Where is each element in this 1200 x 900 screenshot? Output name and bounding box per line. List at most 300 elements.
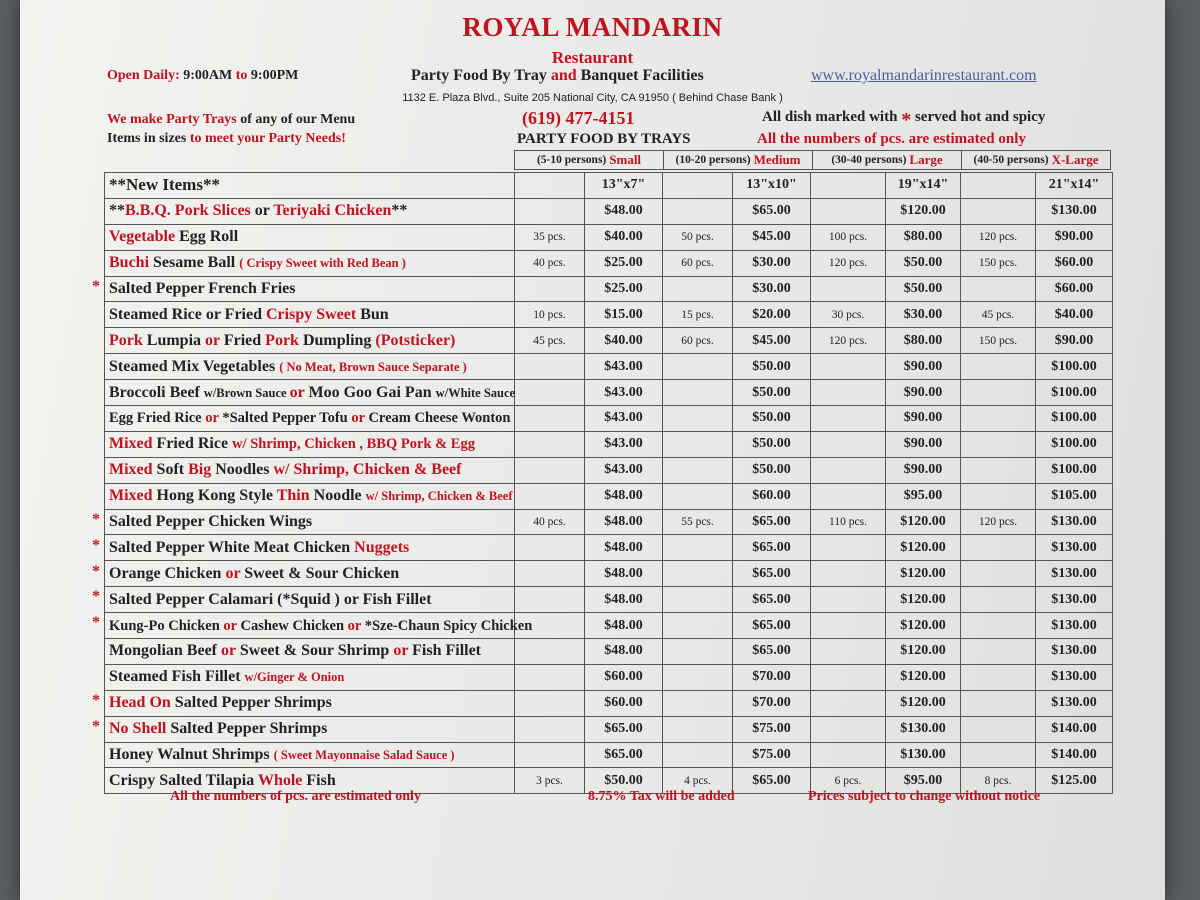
size-header-2: [812, 150, 961, 170]
footer-estimate: All the numbers of pcs. are estimated only: [170, 789, 421, 804]
pieces-cell: 40 pcs.: [515, 509, 585, 535]
dish-name-part: Buchi: [109, 254, 150, 272]
pieces-cell: [663, 483, 733, 509]
pieces-cell: 15 pcs.: [663, 302, 733, 328]
pieces-cell: 30 pcs.: [811, 302, 886, 328]
pieces-cell: [515, 354, 585, 380]
pieces-cell: [811, 198, 886, 224]
dish-name-part: Teriyaki Chicken: [273, 202, 392, 220]
menu-row: [105, 173, 1113, 199]
size-header-1: [663, 150, 812, 170]
pieces-cell: [961, 276, 1036, 302]
pieces-cell: [811, 431, 886, 457]
spicy-star-icon: *: [92, 717, 100, 735]
pieces-cell: [515, 276, 585, 302]
pieces-cell: [663, 457, 733, 483]
pieces-cell: [811, 354, 886, 380]
price-cell: $80.00: [886, 328, 961, 354]
price-cell: $120.00: [886, 639, 961, 665]
menu-row: [105, 639, 1113, 665]
phone-number: (619) 477-4151: [522, 108, 635, 128]
dish-name-part: Mongolian Beef: [109, 642, 221, 660]
dish-name-part: Bun: [356, 305, 389, 323]
party-trays-note-2b: to meet your Party Needs!: [189, 131, 346, 146]
hours-label: Open Daily:: [107, 68, 184, 83]
pieces-cell: [961, 457, 1036, 483]
spicy-star-icon: *: [92, 277, 100, 295]
pieces-cell: [663, 716, 733, 742]
price-cell: $90.00: [1036, 224, 1113, 250]
price-cell: $25.00: [585, 276, 663, 302]
pieces-cell: 8 pcs.: [961, 768, 1036, 794]
dish-name-part: Lumpia: [142, 331, 206, 349]
menu-row: [105, 380, 1113, 406]
pieces-cell: [663, 198, 733, 224]
footer-prices: Prices subject to change without notice: [808, 789, 1041, 804]
pieces-cell: [811, 587, 886, 613]
website-link[interactable]: www.royalmandarinrestaurant.com: [811, 67, 1037, 84]
price-cell: $65.00: [733, 587, 811, 613]
size-label: X-Large: [1051, 152, 1099, 167]
price-cell: $60.00: [733, 483, 811, 509]
pieces-cell: [515, 716, 585, 742]
price-cell: $90.00: [886, 380, 961, 406]
pieces-cell: [515, 561, 585, 587]
dish-name-part: Dumpling: [298, 331, 376, 349]
menu-row: [105, 354, 1113, 380]
pieces-cell: [515, 690, 585, 716]
price-cell: $65.00: [733, 198, 811, 224]
dish-name-part: Honey Walnut Shrimps: [109, 746, 274, 764]
price-cell: $130.00: [1036, 690, 1113, 716]
menu-row: [105, 328, 1113, 354]
dish-name: [105, 250, 515, 276]
dish-name-part: or: [351, 410, 365, 427]
footer-tax: 8.75% Tax will be added: [588, 789, 735, 804]
price-cell: $48.00: [585, 561, 663, 587]
price-cell: $40.00: [585, 328, 663, 354]
price-cell: $130.00: [1036, 198, 1113, 224]
party-tagline-b: Banquet Facilities: [576, 67, 704, 84]
dish-name-part: Salted Pepper White Meat Chicken: [109, 538, 355, 556]
price-cell: $48.00: [585, 509, 663, 535]
party-trays-note-1b: of any of our Menu: [240, 112, 356, 127]
price-cell: $120.00: [886, 664, 961, 690]
dish-name: [105, 224, 515, 250]
dish-name-part: Steamed Rice or Fried: [109, 305, 266, 323]
price-cell: $60.00: [1036, 276, 1113, 302]
dish-name: [105, 716, 515, 742]
dish-name-part: Hong Kong Style: [152, 487, 277, 505]
price-cell: $45.00: [733, 328, 811, 354]
size-persons: (30-40 persons): [831, 154, 907, 166]
dish-name-part: w/ Shrimp, Chicken , BBQ Pork & Egg: [232, 436, 475, 453]
menu-row: [105, 535, 1113, 561]
pieces-cell: [663, 535, 733, 561]
price-cell: $50.00: [733, 457, 811, 483]
price-cell: $130.00: [1036, 535, 1113, 561]
pieces-cell: [663, 380, 733, 406]
price-cell: $120.00: [886, 561, 961, 587]
dish-name-part: Salted Pepper Shrimps: [170, 694, 332, 712]
dish-name-part: No Shell: [109, 720, 167, 738]
pieces-cell: 60 pcs.: [663, 250, 733, 276]
dish-name-part: Salted Pepper Chicken Wings: [109, 513, 313, 531]
dish-name-part: Sweet & Sour Shrimp: [235, 642, 394, 660]
dish-name-part: Mixed: [109, 435, 153, 453]
dish-name-part: or: [393, 642, 409, 660]
pieces-cell: 120 pcs.: [811, 250, 886, 276]
pieces-cell: [961, 380, 1036, 406]
dish-name-part: Egg Fried Rice: [109, 410, 206, 427]
size-label: Small: [609, 152, 642, 167]
price-cell: $30.00: [733, 276, 811, 302]
pieces-cell: [961, 406, 1036, 432]
pieces-cell: [961, 742, 1036, 768]
price-cell: 13"x7": [585, 173, 663, 199]
menu-row: [105, 613, 1113, 639]
price-cell: $100.00: [1036, 431, 1113, 457]
dish-name: [105, 276, 515, 302]
pieces-cell: [515, 483, 585, 509]
menu-row: [105, 276, 1113, 302]
dish-name: [105, 587, 515, 613]
price-cell: $48.00: [585, 483, 663, 509]
price-cell: $40.00: [585, 224, 663, 250]
dish-name-part: ( Sweet Mayonnaise Salad Sauce ): [273, 748, 455, 763]
price-cell: $25.00: [585, 250, 663, 276]
price-cell: $100.00: [1036, 457, 1113, 483]
dish-name-part: Noodle: [309, 487, 366, 505]
pieces-cell: [515, 457, 585, 483]
dish-name: [105, 509, 515, 535]
menu-row: [105, 483, 1113, 509]
menu-row: [105, 198, 1113, 224]
dish-name-part: Steamed Mix Vegetables: [109, 357, 280, 375]
price-cell: $50.00: [733, 431, 811, 457]
price-cell: 13"x10": [733, 173, 811, 199]
price-cell: $75.00: [733, 742, 811, 768]
price-cell: $48.00: [585, 587, 663, 613]
party-trays-note-1: [107, 112, 355, 128]
price-cell: $65.00: [733, 768, 811, 794]
price-cell: $20.00: [733, 302, 811, 328]
dish-name-part: Noodles: [211, 461, 274, 479]
price-cell: $130.00: [1036, 561, 1113, 587]
dish-name: [105, 664, 515, 690]
price-cell: $130.00: [886, 742, 961, 768]
price-cell: $140.00: [1036, 742, 1113, 768]
dish-name-part: Pork: [109, 331, 143, 349]
price-cell: $43.00: [585, 457, 663, 483]
pieces-cell: [961, 690, 1036, 716]
pieces-cell: [811, 483, 886, 509]
pieces-cell: [663, 173, 733, 199]
party-trays-note-2: [107, 131, 346, 147]
spicy-legend-b: served hot and spicy: [911, 109, 1046, 125]
pieces-cell: [811, 613, 886, 639]
price-cell: $130.00: [1036, 664, 1113, 690]
price-cell: $43.00: [585, 431, 663, 457]
price-cell: $60.00: [1036, 250, 1113, 276]
spicy-star-icon: *: [92, 562, 100, 580]
dish-name-part: Fish: [302, 771, 336, 789]
pieces-cell: [515, 664, 585, 690]
dish-name: [105, 561, 515, 587]
pieces-cell: 40 pcs.: [515, 250, 585, 276]
pieces-cell: [961, 354, 1036, 380]
dish-name-part: w/ Shrimp, Chicken & Beef: [365, 489, 513, 504]
price-cell: $120.00: [886, 509, 961, 535]
pieces-cell: 45 pcs.: [961, 302, 1036, 328]
pieces-cell: 55 pcs.: [663, 509, 733, 535]
price-cell: $90.00: [886, 406, 961, 432]
spicy-legend: [762, 109, 1045, 132]
pieces-cell: [663, 561, 733, 587]
pieces-cell: [961, 535, 1036, 561]
dish-name: [105, 431, 515, 457]
price-cell: $65.00: [585, 742, 663, 768]
menu-row: [105, 690, 1113, 716]
menu-row: [105, 587, 1113, 613]
pieces-cell: [811, 639, 886, 665]
pieces-cell: [663, 742, 733, 768]
price-cell: $70.00: [733, 690, 811, 716]
dish-name-part: Salted Pepper Shrimps: [166, 720, 328, 738]
dish-name-part: Fried: [219, 331, 266, 349]
dish-name-part: Crispy Sweet: [266, 305, 357, 323]
trays-heading: PARTY FOOD BY TRAYS: [517, 131, 691, 147]
price-cell: $95.00: [886, 768, 961, 794]
price-cell: $48.00: [585, 198, 663, 224]
pieces-cell: [961, 173, 1036, 199]
spicy-star-icon: *: [92, 510, 100, 528]
party-tagline-and: and: [550, 67, 577, 84]
price-cell: $48.00: [585, 639, 663, 665]
dish-name-part: Cashew Chicken: [236, 617, 348, 634]
dish-name-part: **: [391, 202, 408, 220]
price-cell: $130.00: [1036, 639, 1113, 665]
pieces-cell: [515, 535, 585, 561]
pieces-cell: [811, 406, 886, 432]
pieces-cell: [961, 664, 1036, 690]
spicy-star-icon: *: [92, 536, 100, 554]
menu-row: [105, 716, 1113, 742]
pieces-cell: [663, 587, 733, 613]
dish-name: [105, 613, 533, 639]
size-header-row: [514, 150, 1111, 170]
pieces-cell: [811, 664, 886, 690]
price-cell: $130.00: [886, 716, 961, 742]
pieces-cell: [663, 431, 733, 457]
price-cell: $90.00: [886, 431, 961, 457]
pieces-cell: [811, 276, 886, 302]
dish-name-part: Whole: [257, 771, 303, 789]
pieces-cell: [811, 716, 886, 742]
spicy-star-icon: *: [92, 588, 100, 606]
price-cell: $125.00: [1036, 768, 1113, 794]
dish-name: [105, 535, 515, 561]
dish-name-part: w/White Sauce: [435, 385, 516, 400]
spicy-star-icon: *: [92, 692, 100, 709]
dish-name-part: Broccoli Beef: [109, 383, 204, 401]
pieces-cell: 4 pcs.: [663, 768, 733, 794]
price-cell: $140.00: [1036, 716, 1113, 742]
dish-name-part: or: [250, 202, 274, 220]
dish-name-part: Mixed: [109, 487, 153, 505]
price-cell: $90.00: [886, 457, 961, 483]
size-header-3: [961, 150, 1111, 170]
dish-name: [105, 328, 515, 354]
pieces-cell: 150 pcs.: [961, 250, 1036, 276]
price-cell: $45.00: [733, 224, 811, 250]
price-cell: $100.00: [1036, 354, 1113, 380]
pieces-cell: 6 pcs.: [811, 768, 886, 794]
dish-name-part: Orange Chicken: [109, 564, 226, 582]
price-cell: $80.00: [886, 224, 961, 250]
pieces-cell: [961, 639, 1036, 665]
pieces-cell: 60 pcs.: [663, 328, 733, 354]
menu-row: [105, 224, 1113, 250]
size-persons: (5-10 persons): [536, 154, 607, 166]
dish-name-part: w/ Shrimp, Chicken & Beef: [273, 461, 462, 479]
dish-name: [105, 690, 515, 716]
dish-name-part: Cream Cheese Wonton: [364, 410, 511, 427]
pieces-cell: [811, 380, 886, 406]
opening-hours: [107, 68, 298, 84]
price-cell: $65.00: [585, 716, 663, 742]
dish-name-part: **New Items**: [109, 175, 220, 195]
pieces-cell: [515, 431, 585, 457]
dish-name-part: Soft: [152, 461, 189, 479]
price-cell: $48.00: [585, 613, 663, 639]
dish-name-part: w/Ginger & Onion: [244, 670, 345, 685]
pieces-cell: 100 pcs.: [811, 224, 886, 250]
price-cell: $50.00: [733, 354, 811, 380]
price-cell: $43.00: [585, 406, 663, 432]
hours-to: to: [232, 68, 251, 83]
pieces-cell: [515, 639, 585, 665]
dish-name-part: Moo Goo Gai Pan: [304, 383, 436, 401]
pieces-cell: [515, 742, 585, 768]
menu-table: [104, 172, 1113, 794]
dish-name-part: ( Crispy Sweet with Red Bean ): [239, 256, 406, 271]
price-cell: $130.00: [1036, 587, 1113, 613]
pieces-cell: 35 pcs.: [515, 224, 585, 250]
pieces-cell: [663, 276, 733, 302]
dish-name-part: Thin: [276, 487, 310, 505]
menu-row: [105, 457, 1113, 483]
price-cell: $60.00: [585, 664, 663, 690]
dish-name-part: Steamed Fish Fillet: [109, 668, 245, 686]
dish-name-part: Big: [188, 461, 212, 479]
menu-row: [105, 742, 1113, 768]
restaurant-title: ROYAL MANDARIN: [462, 12, 723, 42]
pieces-cell: [811, 457, 886, 483]
menu-row: [105, 406, 1113, 432]
dish-name-part: Nuggets: [354, 538, 410, 556]
pieces-cell: [811, 561, 886, 587]
dish-name-part: Sesame Ball: [149, 254, 240, 272]
price-cell: $40.00: [1036, 302, 1113, 328]
price-cell: $50.00: [733, 406, 811, 432]
pieces-cell: [811, 742, 886, 768]
pieces-cell: [961, 483, 1036, 509]
dish-name-part: or: [221, 642, 236, 660]
dish-name-part: Pork: [265, 331, 299, 349]
pieces-cell: [663, 613, 733, 639]
dish-name-part: Kung-Po Chicken: [109, 617, 224, 634]
dish-name-part: (Potsticker): [375, 331, 456, 349]
pieces-cell: [515, 198, 585, 224]
price-cell: $65.00: [733, 639, 811, 665]
party-trays-note-1a: We make Party Trays: [107, 112, 241, 127]
restaurant-subtitle: Restaurant: [551, 48, 634, 67]
price-cell: 21"x14": [1036, 173, 1113, 199]
price-cell: $48.00: [585, 535, 663, 561]
price-cell: $90.00: [1036, 328, 1113, 354]
dish-name-part: or: [205, 410, 219, 427]
dish-name-part: *Salted Pepper Tofu: [218, 410, 352, 427]
price-cell: $70.00: [733, 664, 811, 690]
menu-row: [105, 250, 1113, 276]
pieces-cell: [663, 664, 733, 690]
dish-name-part: Egg Roll: [175, 228, 239, 246]
price-cell: $90.00: [886, 354, 961, 380]
dish-name-part: or: [223, 617, 237, 634]
hours-open: 9:00AM: [183, 68, 233, 83]
pieces-cell: [663, 406, 733, 432]
price-cell: $100.00: [1036, 406, 1113, 432]
dish-name-part: **: [109, 202, 125, 220]
size-header-0: [514, 150, 663, 170]
pieces-cell: [663, 639, 733, 665]
pieces-cell: 110 pcs.: [811, 509, 886, 535]
dish-name-part: Head On: [109, 694, 171, 712]
price-cell: $65.00: [733, 509, 811, 535]
menu-row: [105, 664, 1113, 690]
pieces-cell: [961, 561, 1036, 587]
party-trays-note-2a: Items in sizes: [107, 131, 190, 146]
pieces-cell: 120 pcs.: [961, 509, 1036, 535]
price-cell: $50.00: [886, 276, 961, 302]
spicy-legend-a: All dish marked with: [762, 109, 902, 125]
dish-name-part: or: [225, 564, 241, 582]
dish-name: [105, 198, 515, 224]
menu-row: [105, 431, 1113, 457]
price-cell: $30.00: [733, 250, 811, 276]
pieces-cell: [961, 587, 1036, 613]
price-cell: $120.00: [886, 587, 961, 613]
spicy-star-icon: *: [92, 614, 100, 632]
pieces-cell: [663, 690, 733, 716]
dish-name-part: Vegetable: [109, 228, 176, 246]
size-persons: (40-50 persons): [973, 154, 1049, 166]
pieces-cell: [961, 198, 1036, 224]
price-cell: $65.00: [733, 561, 811, 587]
address: 1132 E. Plaza Blvd., Suite 205 National City, CA 91950 ( Behind Chase Bank ): [402, 92, 783, 104]
dish-name-part: *Sze-Chaun Spicy Chicken: [361, 617, 533, 634]
pieces-cell: 150 pcs.: [961, 328, 1036, 354]
pieces-cell: [515, 173, 585, 199]
price-cell: $130.00: [1036, 509, 1113, 535]
dish-name: [105, 380, 515, 406]
estimate-note: All the numbers of pcs. are estimated only: [757, 131, 1026, 147]
pieces-cell: [961, 716, 1036, 742]
dish-name-part: Fish Fillet: [408, 642, 482, 660]
menu-sheet: [20, 0, 1165, 900]
dish-name-part: Crispy Salted Tilapia: [109, 771, 258, 789]
